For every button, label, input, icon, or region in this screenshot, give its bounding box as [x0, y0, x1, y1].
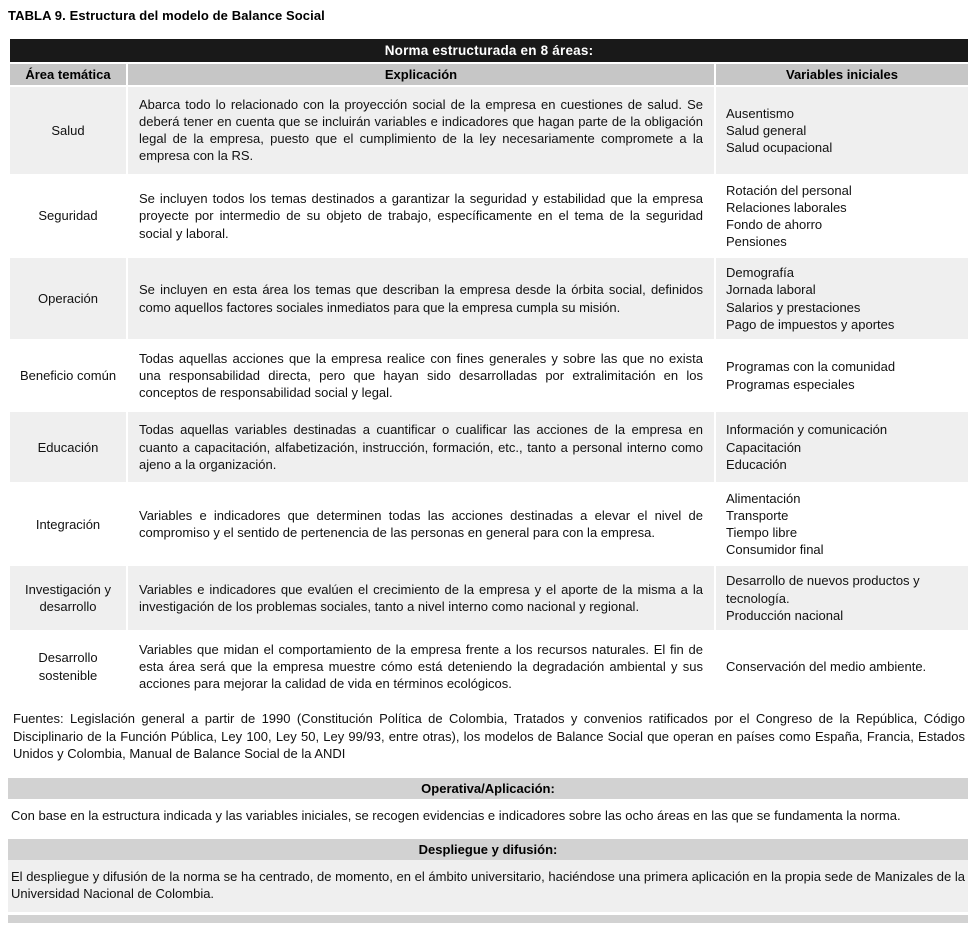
section-header-despliegue-difusion: Despliegue y difusión: — [8, 839, 968, 860]
variable-item: Fondo de ahorro — [726, 216, 823, 232]
area-cell: Beneficio común — [9, 340, 127, 411]
table-row-investigacion-desarrollo — [9, 565, 969, 630]
variable-item: Conservación del medio ambiente. — [726, 659, 927, 675]
column-header-row — [9, 63, 969, 86]
variable-item: Desarrollo de nuevos productos y tecnología. — [726, 573, 920, 606]
table-header-row — [9, 38, 969, 63]
variable-item: Pago de impuestos y aportes — [726, 316, 895, 332]
explicacion-cell: Se incluyen en esta área los temas que describan la empresa desde la órbita social, definidos como aquellos factores sociales inmediatos para que la empresa cumpla su misión. — [127, 257, 715, 340]
col-header-explicacion: Explicación — [127, 63, 715, 86]
variables-cell — [715, 86, 969, 175]
variable-item: Capacitación — [726, 439, 802, 455]
table-row-operacion — [9, 257, 969, 340]
variable-item: Relaciones laborales — [726, 199, 847, 215]
explicacion-cell: Abarca todo lo relacionado con la proyección social de la empresa en cuestiones de salud. Se deberá tener en cuenta que se incluirán variables e indicadores que hagan parte de la obligación legal de la empresa, puesto que el cumplimiento de la ley necesariamente compromete a la empresa con la RS. — [127, 86, 715, 175]
variable-item: Transporte — [726, 507, 789, 523]
table-header-bar: Norma estructurada en 8 áreas: — [9, 38, 969, 63]
area-cell: Integración — [9, 483, 127, 566]
table-row-seguridad — [9, 175, 969, 258]
variable-item: Ausentismo — [726, 105, 794, 121]
variables-cell — [715, 257, 969, 340]
area-cell: Desarrollo sostenible — [9, 631, 127, 702]
variable-item: Producción nacional — [726, 607, 844, 623]
variable-item: Programas especiales — [726, 376, 855, 392]
variables-cell — [715, 565, 969, 630]
table-row-beneficio-comun — [9, 340, 969, 411]
variable-item: Alimentación — [726, 490, 801, 506]
bottom-divider — [8, 915, 968, 923]
explicacion-cell: Variables e indicadores que evalúen el crecimiento de la empresa y el aporte de la misma a la investigación de los problemas sociales, tanto a nivel interno como nacional y regional. — [127, 565, 715, 630]
explicacion-cell: Se incluyen todos los temas destinados a garantizar la seguridad y estabilidad que la empresa proyecte por intermedio de su objeto de trabajo, específicamente en el tema de la seguridad social y laboral. — [127, 175, 715, 258]
variables-cell — [715, 631, 969, 702]
variable-item: Jornada laboral — [726, 282, 816, 298]
variable-item: Educación — [726, 456, 787, 472]
variable-item: Rotación del personal — [726, 182, 852, 198]
col-header-variables-iniciales: Variables iniciales — [715, 63, 969, 86]
explicacion-cell: Todas aquellas variables destinadas a cuantificar o cualificar las acciones de la empresa en cuanto a capacitación, alfabetización, instrucción, formación, etc., tanto a personal interno como ajeno a la organización. — [127, 411, 715, 482]
variable-item: Salud ocupacional — [726, 139, 833, 155]
table-caption: TABLA 9. Estructura del modelo de Balance Social — [8, 8, 325, 23]
fuentes-row — [9, 702, 969, 772]
balance-social-table — [8, 37, 970, 773]
table-row-desarrollo-sostenible — [9, 631, 969, 702]
explicacion-cell: Variables que midan el comportamiento de la empresa frente a los recursos naturales. El fin de esta área será que la empresa muestre cómo está deteniendo la degradación ambiental y sus acciones para mejorar la calidad de vida en términos ecológicos. — [127, 631, 715, 702]
area-cell: Educación — [9, 411, 127, 482]
variable-item: Salarios y prestaciones — [726, 299, 861, 315]
variables-cell — [715, 175, 969, 258]
variables-cell — [715, 340, 969, 411]
area-cell: Seguridad — [9, 175, 127, 258]
area-cell: Investigación y desarrollo — [9, 565, 127, 630]
fuentes-note: Fuentes: Legislación general a partir de 1990 (Constitución Política de Colombia, Tratados y convenios ratificados por el Congreso de la República, Código Disciplinario de la Función Pública, Ley 100, Ley 50, Ley 99/93, entre otras), los modelos de Balance Social que operan en países como España, Francia, Estados Unidos y Colombia, Manual de Balance Social de la ANDI — [9, 702, 969, 772]
section-text-operativa-aplicacion: Con base en la estructura indicada y las variables iniciales, se recogen evidencias e indicadores sobre las ocho áreas en las que se fundamenta la norma. — [11, 808, 901, 824]
variable-item: Tiempo libre — [726, 525, 798, 541]
section-text-despliegue-difusion: El despliegue y difusión de la norma se ha centrado, de momento, en el ámbito universitario, haciéndose una primera aplicación en la propia sede de Manizales de la Universidad Nacional de Colombia. — [8, 860, 968, 912]
area-cell: Salud — [9, 86, 127, 175]
variable-item: Consumidor final — [726, 542, 824, 558]
explicacion-cell: Todas aquellas acciones que la empresa realice con fines generales y sobre las que no exista una responsabilidad directa, pero que hayan sido desarrolladas por extralimitación en los conceptos de responsabilidad social y legal. — [127, 340, 715, 411]
variable-item: Salud general — [726, 122, 807, 138]
table-row-integracion — [9, 483, 969, 566]
section-header-operativa-aplicacion: Operativa/Aplicación: — [8, 778, 968, 799]
variables-cell — [715, 483, 969, 566]
col-header-area-tematica: Área temática — [9, 63, 127, 86]
table-row-salud — [9, 86, 969, 175]
table-row-educacion — [9, 411, 969, 482]
variable-item: Demografía — [726, 265, 794, 281]
variable-item: Pensiones — [726, 234, 787, 250]
variable-item: Información y comunicación — [726, 422, 888, 438]
variables-cell — [715, 411, 969, 482]
explicacion-cell: Variables e indicadores que determinen todas las acciones destinadas a elevar el nivel de compromiso y el sentido de pertenencia de las personas en general para con la empresa. — [127, 483, 715, 566]
area-cell: Operación — [9, 257, 127, 340]
variable-item: Programas con la comunidad — [726, 359, 896, 375]
section-operativa-aplicacion — [8, 778, 968, 834]
section-despliegue-difusion — [8, 839, 968, 912]
